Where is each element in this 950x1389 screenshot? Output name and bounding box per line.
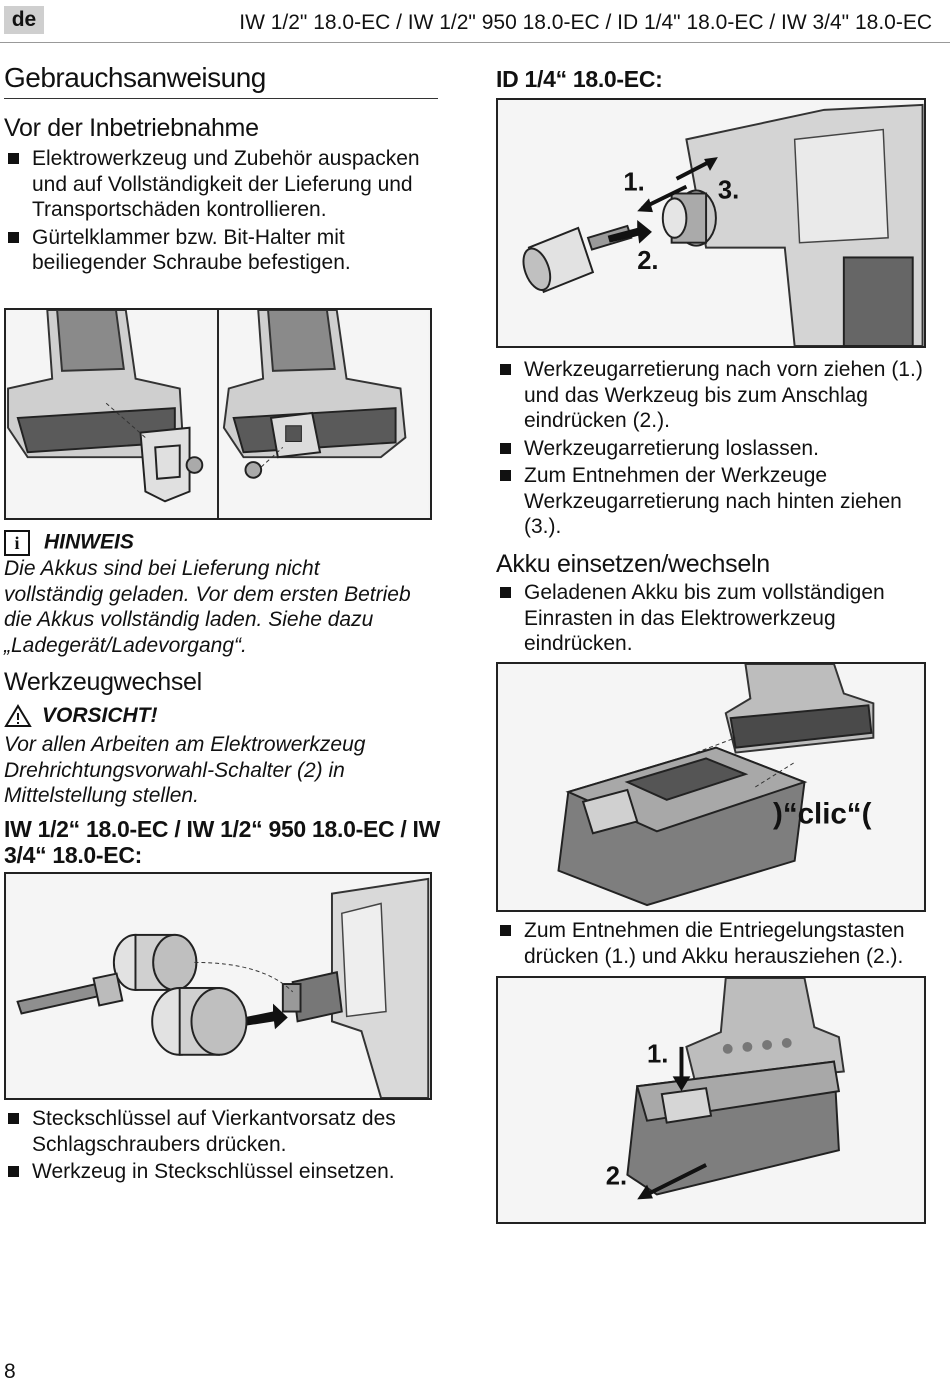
note-text: Die Akkus sind bei Lieferung nicht vollständig geladen. Vor dem ersten Betrieb die Akkus vollständig laden. Siehe dazu „Ladegerät/Ladevorgang“. <box>4 557 411 657</box>
list-item: Gürtelklammer bzw. Bit-Halter mit beiliegender Schraube befestigen. <box>4 225 424 276</box>
section-heading-battery: Akku einsetzen/wechseln <box>496 550 770 578</box>
list-item: Geladenen Akku bis zum vollständigen Einrasten in das Elektrowerkzeug eindrücken. <box>496 580 926 657</box>
socket-figure <box>4 872 432 1100</box>
list-item: Steckschlüssel auf Vierkantvorsatz des Schlagschraubers drücken. <box>4 1106 434 1157</box>
list-item: Werkzeugarretierung nach vorn ziehen (1.) und das Werkzeug bis zum Anschlag eindrücken (2.). <box>496 357 926 434</box>
info-icon: i <box>4 530 30 556</box>
page-title: Gebrauchsanweisung <box>4 62 266 93</box>
battery-remove-list <box>496 918 936 971</box>
bit-holder-illustration <box>498 100 924 346</box>
socket-illustration <box>6 874 430 1098</box>
bit-holder-figure <box>496 98 926 348</box>
fig-label-3: 3. <box>717 176 740 205</box>
subheading-id-model: ID 1/4“ 18.0-EC: <box>496 66 663 92</box>
bit-holder-list <box>496 357 926 542</box>
fig-label-1: 1. <box>623 168 645 197</box>
note-heading <box>4 530 134 556</box>
belt-clip-illustration <box>6 310 430 518</box>
list-item: Elektrowerkzeug und Zubehör auspacken und auf Vollständigkeit der Lieferung und Transportschäden kontrollieren. <box>4 146 424 223</box>
section-heading-tool-change: Werkzeugwechsel <box>4 668 202 696</box>
caution-label: VORSICHT! <box>42 704 158 727</box>
caution-text: Vor allen Arbeiten am Elektrowerkzeug Drehrichtungsvorwahl-Schalter (2) in Mittelstellung stellen. <box>4 733 366 807</box>
list-item: Werkzeug in Steckschlüssel einsetzen. <box>4 1159 434 1185</box>
tool-change-list <box>4 1106 434 1187</box>
fig-remove-label-1: 1. <box>647 1040 669 1069</box>
page-number: 8 <box>4 1360 16 1383</box>
header-divider <box>0 42 950 43</box>
note-label: HINWEIS <box>44 530 134 554</box>
section-heading-before-use: Vor der Inbetriebnahme <box>4 114 259 142</box>
caution-heading <box>4 704 158 728</box>
page-header: IW 1/2" 18.0-EC / IW 1/2" 950 18.0-EC / ID 1/4" 18.0-EC / IW 3/4" 18.0-EC <box>239 11 932 34</box>
before-use-list <box>4 146 424 278</box>
fig-remove-label-2: 2. <box>605 1162 628 1191</box>
language-tag: de <box>4 6 44 34</box>
subheading-iw-models: IW 1/2“ 18.0-EC / IW 1/2“ 950 18.0-EC / IW 3/4“ 18.0-EC: <box>4 816 441 868</box>
list-item: Werkzeugarretierung loslassen. <box>496 436 926 462</box>
battery-insert-list <box>496 580 926 659</box>
list-item: Zum Entnehmen der Werkzeuge Werkzeugarretierung nach hinten ziehen (3.). <box>496 463 926 540</box>
fig-label-2: 2. <box>637 247 659 276</box>
battery-remove-figure <box>496 976 926 1224</box>
battery-insert-figure <box>496 662 926 912</box>
clic-label: )“clic“( <box>772 797 872 831</box>
list-item: Zum Entnehmen die Entriegelungstasten drücken (1.) und Akku herausziehen (2.). <box>496 918 936 969</box>
warning-icon <box>4 704 32 728</box>
title-rule <box>4 98 438 99</box>
belt-clip-figure <box>4 308 432 520</box>
battery-insert-illustration <box>498 664 924 910</box>
battery-remove-illustration <box>498 978 924 1222</box>
